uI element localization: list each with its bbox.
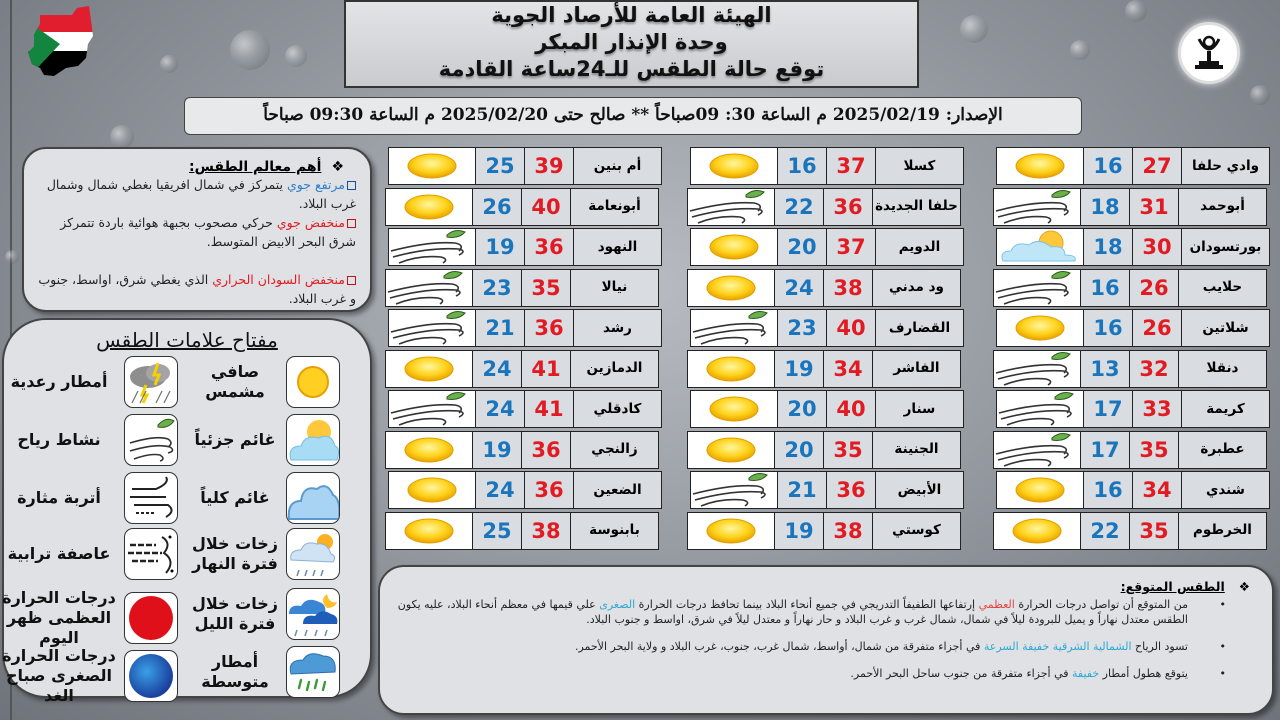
feature-item: منخفض جوي حركي مصحوب بجبهة هوائية باردة تتمركز شرق البحر الابيض المتوسط.: [60, 215, 356, 249]
min-temp: 24: [774, 270, 823, 306]
min-temp: 16: [1083, 310, 1132, 346]
highlight-text: خفيفة: [1072, 667, 1100, 680]
city-forecast-row: [993, 269, 1267, 307]
max-temp: 39: [524, 148, 573, 184]
body-text: يتوقع هطول أمطار: [1099, 667, 1188, 680]
city-name: شلاتين: [1181, 310, 1269, 346]
wind-icon: [389, 310, 475, 346]
max-temp: 40: [521, 189, 570, 225]
wind-icon: [386, 270, 472, 306]
day-showers-icon: [286, 528, 340, 580]
sunny-icon: [389, 472, 475, 508]
city-forecast-row: [687, 188, 961, 226]
max-temp: 35: [1129, 513, 1178, 549]
title-banner: [344, 0, 919, 88]
sunny-icon: [997, 472, 1083, 508]
city-name: كادقلي: [573, 391, 661, 427]
max-temp: 38: [521, 513, 570, 549]
max-temp: 40: [826, 310, 875, 346]
legend-item: [190, 588, 340, 640]
city-forecast-row: [687, 350, 961, 388]
sunny-icon: [389, 148, 475, 184]
min-temp: 20: [777, 229, 826, 265]
city-name: رشد: [573, 310, 661, 346]
city-forecast-row: [687, 269, 961, 307]
min-temp: 22: [774, 189, 823, 225]
legend-item: [0, 414, 178, 466]
city-name: أم بنين: [573, 148, 661, 184]
city-name: النهود: [573, 229, 661, 265]
max-temp: 37: [826, 229, 875, 265]
expected-weather-panel: [378, 565, 1274, 715]
city-forecast-row: [996, 471, 1270, 509]
max-temp: 33: [1132, 391, 1181, 427]
city-name: الدويم: [875, 229, 963, 265]
max-temp: 37: [826, 148, 875, 184]
wind-icon: [124, 414, 178, 466]
weather-legend-panel: [2, 318, 372, 705]
min-temp: 24: [475, 391, 524, 427]
min-temp: 17: [1083, 391, 1132, 427]
sunny-icon: [386, 351, 472, 387]
max-temp: 41: [521, 351, 570, 387]
legend-label: درجات الحرارة العظمى ظهر اليوم: [2, 588, 116, 647]
issue-validity-bar: الإصدار: 2025/02/19 م الساعة 30: 09صباحاً ** صالح حتى 2025/02/20 م الساعة 09:30 صباحاً: [184, 97, 1082, 135]
max-temp-icon: [124, 592, 178, 644]
max-temp: 38: [823, 513, 872, 549]
sunny-icon: [994, 513, 1080, 549]
night-showers-icon: [286, 588, 340, 640]
min-temp: 16: [777, 148, 826, 184]
city-name: كوستي: [872, 513, 960, 549]
wind-icon: [389, 391, 475, 427]
max-temp: 31: [1129, 189, 1178, 225]
min-temp: 24: [472, 351, 521, 387]
min-temp: 17: [1080, 432, 1129, 468]
city-forecast-row: [385, 350, 659, 388]
min-temp: 24: [475, 472, 524, 508]
body-text: إرتفاعها الطفيفاً التدريجي في جميع أنحاء البلاد بينما تحافظ درجات الحرارة: [635, 598, 979, 611]
city-name: دنقلا: [1178, 351, 1266, 387]
city-forecast-row: [687, 431, 961, 469]
max-temp: 26: [1132, 310, 1181, 346]
min-temp: 26: [472, 189, 521, 225]
city-name: الخرطوم: [1178, 513, 1266, 549]
max-temp: 36: [524, 472, 573, 508]
min-temp: 19: [774, 513, 823, 549]
min-temp: 18: [1083, 229, 1132, 265]
min-temp: 13: [1080, 351, 1129, 387]
city-name: الأبيض: [875, 472, 963, 508]
expected-item: [394, 597, 1250, 627]
dust-storm-icon: [124, 528, 178, 580]
max-temp: 36: [524, 310, 573, 346]
sunny-icon: [688, 351, 774, 387]
city-name: عطبرة: [1178, 432, 1266, 468]
legend-label: غائم كلياً: [200, 488, 270, 507]
city-name: أبوحمد: [1178, 189, 1266, 225]
highlight-text: العظمي: [978, 598, 1015, 611]
sunny-icon: [688, 432, 774, 468]
legend-label: أتربة مثارة: [17, 488, 101, 507]
thunderstorm-icon: [124, 356, 178, 408]
expected-item: [394, 666, 1250, 681]
body-text: تسود الرياح: [1131, 640, 1188, 653]
expected-heading: ❖الطقس المتوقع:: [1120, 579, 1250, 594]
features-heading: ❖أهم معالم الطقس:: [188, 159, 344, 175]
expected-list: [394, 597, 1250, 681]
city-forecast-row: [993, 512, 1267, 550]
max-temp: 36: [521, 432, 570, 468]
diamond-bullet-icon: ❖: [331, 159, 344, 175]
city-name: زالنجي: [570, 432, 658, 468]
expected-item: [394, 639, 1250, 654]
wind-icon: [994, 432, 1080, 468]
city-name: الدمازين: [570, 351, 658, 387]
sunny-icon: [997, 310, 1083, 346]
max-temp: 38: [823, 270, 872, 306]
legend-title: مفتاح علامات الطقس: [96, 328, 278, 352]
met-emblem-icon: [1189, 33, 1229, 73]
max-temp: 35: [521, 270, 570, 306]
city-forecast-row: [996, 147, 1270, 185]
diamond-bullet-icon: ❖: [1238, 579, 1250, 594]
min-temp: 25: [475, 148, 524, 184]
forecast-title: توقع حالة الطقس للـ24ساعة القادمة: [438, 57, 825, 81]
legend-label: زخات خلال فترة الليل: [192, 594, 278, 633]
max-temp: 35: [1129, 432, 1178, 468]
min-temp: 19: [472, 432, 521, 468]
min-temp: 21: [475, 310, 524, 346]
min-temp: 23: [472, 270, 521, 306]
wind-icon: [994, 351, 1080, 387]
city-forecast-row: [388, 390, 662, 428]
max-temp: 32: [1129, 351, 1178, 387]
legend-label: أمطار متوسطة: [201, 652, 269, 691]
city-forecast-row: [385, 269, 659, 307]
wind-icon: [994, 189, 1080, 225]
city-forecast-row: [385, 188, 659, 226]
city-forecast-row: [388, 228, 662, 266]
legend-label: صافي مشمس: [205, 362, 265, 401]
max-temp: 36: [826, 472, 875, 508]
legend-label: زخات خلال فترة النهار: [192, 534, 278, 573]
min-temp: 16: [1083, 472, 1132, 508]
sunny-icon: [691, 229, 777, 265]
legend-item: [190, 646, 340, 698]
city-name: الفاشر: [872, 351, 960, 387]
min-temp-icon: [124, 650, 178, 702]
city-name: سنار: [875, 391, 963, 427]
max-temp: 36: [823, 189, 872, 225]
legend-item: [190, 356, 340, 408]
body-text: من المتوقع أن تواصل درجات الحرارة: [1014, 598, 1188, 611]
cloudy-icon: [286, 472, 340, 524]
sunny-icon: [997, 148, 1083, 184]
wind-icon: [997, 391, 1083, 427]
legend-label: نشاط رياح: [17, 430, 101, 449]
city-forecast-row: [385, 431, 659, 469]
city-name: بورتسودان: [1181, 229, 1269, 265]
feature-item: مرتفع جوي يتمركز في شمال افريقيا بغطي شمال وشمال غرب البلاد.: [46, 177, 356, 211]
legend-item: [0, 356, 178, 408]
moderate-rain-icon: [286, 646, 340, 698]
legend-item: [190, 414, 340, 466]
min-temp: 25: [472, 513, 521, 549]
max-temp: 41: [524, 391, 573, 427]
max-temp: 34: [823, 351, 872, 387]
wind-icon: [691, 310, 777, 346]
min-temp: 21: [777, 472, 826, 508]
min-temp: 19: [475, 229, 524, 265]
sunny-icon: [688, 270, 774, 306]
unit-title: وحدة الإنذار المبكر: [535, 30, 728, 54]
min-temp: 20: [777, 391, 826, 427]
city-name: نيالا: [570, 270, 658, 306]
checkbox-bullet-icon: [347, 276, 356, 285]
sunny-icon: [688, 513, 774, 549]
checkbox-bullet-icon: [347, 219, 356, 228]
sunny-icon: [386, 432, 472, 468]
weather-features-panel: [22, 147, 372, 312]
wind-icon: [994, 270, 1080, 306]
sunny-icon: [386, 513, 472, 549]
wind-icon: [389, 229, 475, 265]
min-temp: 22: [1080, 513, 1129, 549]
city-name: كريمة: [1181, 391, 1269, 427]
min-temp: 20: [774, 432, 823, 468]
city-forecast-row: [690, 147, 964, 185]
sudan-flag-map-logo: [26, 6, 114, 80]
feature-item: منخفض السودان الحراري الذي يغطي شرق، اواسط، جنوب و غرب البلاد.: [38, 272, 356, 306]
sunny-icon: [386, 189, 472, 225]
city-forecast-row: [388, 471, 662, 509]
city-name: بابنوسة: [570, 513, 658, 549]
min-temp: 19: [774, 351, 823, 387]
city-forecast-row: [690, 309, 964, 347]
checkbox-bullet-icon: [347, 181, 356, 190]
legend-label: أمطار رعدية: [10, 372, 108, 391]
city-forecast-row: [993, 350, 1267, 388]
legend-item: [190, 528, 340, 580]
legend-label: عاصفة ترابية: [7, 544, 111, 563]
city-forecast-row: [996, 390, 1270, 428]
sunny-icon: [691, 391, 777, 427]
city-name: القضارف: [875, 310, 963, 346]
city-forecast-row: [385, 512, 659, 550]
city-name: أبونعامة: [570, 189, 658, 225]
max-temp: 35: [823, 432, 872, 468]
highlight-text: الشمالية الشرقية خفيفة السرعة: [983, 640, 1132, 653]
city-name: حلايب: [1178, 270, 1266, 306]
city-name: ود مدني: [872, 270, 960, 306]
partly-cloudy-icon: [286, 414, 340, 466]
city-forecast-row: [388, 309, 662, 347]
city-forecast-row: [993, 188, 1267, 226]
min-temp: 23: [777, 310, 826, 346]
max-temp: 26: [1129, 270, 1178, 306]
min-temp: 18: [1080, 189, 1129, 225]
legend-label: غائم جزئياً: [194, 430, 276, 449]
body-text: علي قيمها في معظم أنحاء البلاد، عليه يكون الطقس معتدل نهاراً و يميل للبرودة ليلاً في شمال، شمال غرب و غرب البلاد و حار نهاراً و معتدل ليلاً في شرق، اواسط و جنوب البلاد.: [397, 598, 1188, 626]
city-name: الجنينة: [872, 432, 960, 468]
max-temp: 34: [1132, 472, 1181, 508]
legend-item: [0, 528, 178, 580]
city-forecast-row: [690, 390, 964, 428]
legend-item: [0, 646, 178, 706]
city-name: حلفا الجديدة: [872, 189, 960, 225]
sunny-icon: [286, 356, 340, 408]
city-forecast-row: [996, 228, 1270, 266]
legend-item: [190, 472, 340, 524]
city-forecast-row: [996, 309, 1270, 347]
city-name: الضعين: [573, 472, 661, 508]
meteorological-authority-logo: [1178, 22, 1240, 84]
legend-item: [0, 588, 178, 648]
city-name: كسلا: [875, 148, 963, 184]
body-text: في أجزاء متفرقة من جنوب ساحل البحر الأحمر.: [850, 667, 1073, 680]
city-name: شندي: [1181, 472, 1269, 508]
wind-icon: [688, 189, 774, 225]
min-temp: 16: [1083, 148, 1132, 184]
max-temp: 30: [1132, 229, 1181, 265]
max-temp: 27: [1132, 148, 1181, 184]
city-forecast-row: [388, 147, 662, 185]
legend-label: درجات الحرارة الصغرى صباح الغد: [2, 646, 116, 705]
min-temp: 16: [1080, 270, 1129, 306]
city-forecast-row: [690, 228, 964, 266]
body-text: في أجزاء متفرقة من شمال، أواسط، شمال غرب، جنوب، غرب البلاد و ولاية البحر الأحمر.: [574, 640, 984, 653]
blowing-dust-icon: [124, 472, 178, 524]
legend-item: [0, 472, 178, 524]
org-title: الهيئة العامة للأرصاد الجوية: [491, 3, 772, 27]
city-forecast-row: [690, 471, 964, 509]
partly-cloudy-icon: [997, 229, 1083, 265]
city-forecast-row: [687, 512, 961, 550]
sunny-icon: [691, 148, 777, 184]
max-temp: 36: [524, 229, 573, 265]
city-forecast-row: [993, 431, 1267, 469]
max-temp: 40: [826, 391, 875, 427]
highlight-text: الصغرى: [599, 598, 636, 611]
wind-icon: [691, 472, 777, 508]
city-name: وادي حلفا: [1181, 148, 1269, 184]
